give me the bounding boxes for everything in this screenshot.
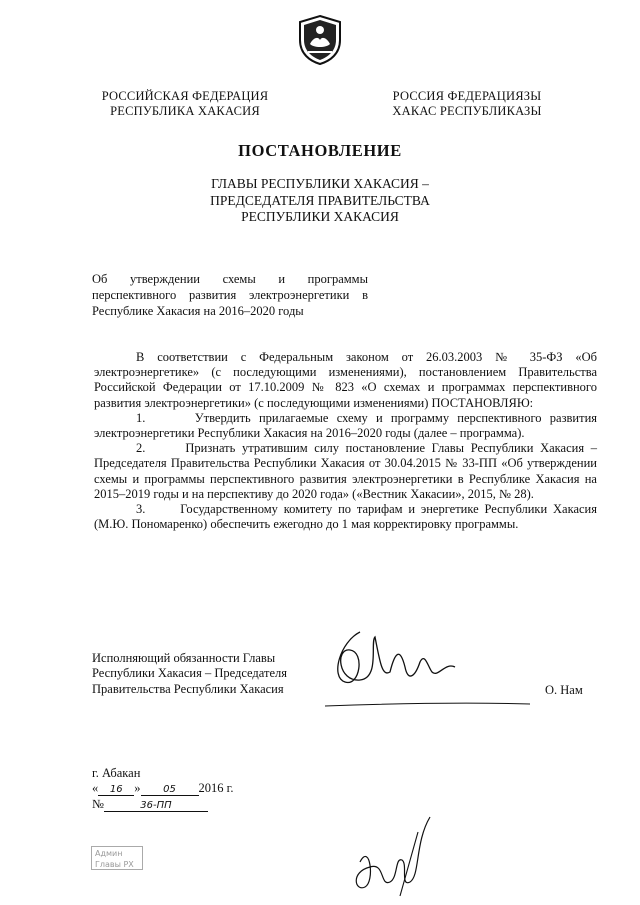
header-left-line-1: РОССИЙСКАЯ ФЕДЕРАЦИЯ [101, 89, 269, 103]
coat-of-arms-emblem [296, 14, 344, 66]
signatory-position-line-1: Исполняющий обязанности Главы [92, 651, 276, 665]
document-body [94, 350, 597, 532]
date-day: 16 [98, 784, 134, 796]
item-2-number: 2. [136, 441, 146, 456]
number-prefix: № [92, 797, 104, 811]
item-2-text: Признать утратившим силу постановление Главы Республики Хакасия – Председателя Правительства Республики Хакасия от 30.04.2015 № 33-ПП «Об утверждении схемы и программы перспективного развития электроэнергетики в Республике Хакасия на 2015–2019 годы и на перспективу до 2020 года» («Вестник Хакасии», 2015, № 28). [94, 441, 597, 501]
header-right-line-1: РОССИЯ ФЕДЕРАЦИЯЗЫ [392, 89, 542, 103]
number-value: 36-ПП [104, 800, 208, 812]
document-date [92, 781, 233, 796]
date-close-quote: » [134, 781, 141, 795]
document-subtitle [0, 176, 640, 226]
handwritten-signature [320, 622, 550, 712]
subtitle-line-1: ГЛАВЫ РЕСПУБЛИКИ ХАКАСИЯ – [211, 176, 429, 191]
signatory-position-line-2: Республики Хакасия – Председателя [92, 666, 288, 681]
item-2 [94, 441, 597, 502]
date-open-quote: « [92, 781, 99, 795]
date-year: 2016 г. [198, 781, 234, 795]
subtitle-line-2: ПРЕДСЕДАТЕЛЯ ПРАВИТЕЛЬСТВА [210, 192, 430, 208]
item-3 [94, 502, 597, 532]
document-title: ПОСТАНОВЛЕНИЕ [238, 141, 402, 160]
item-3-text: Государственному комитету по тарифам и энергетике Республики Хакасия (М.Ю. Пономаренко) обеспечить ежегодно до 1 мая корректировку программы. [94, 502, 597, 532]
header-left [70, 89, 300, 119]
header-right [352, 89, 582, 119]
document-number [92, 797, 208, 812]
signatory-position [92, 651, 332, 697]
registration-stamp [91, 846, 143, 870]
date-month: 05 [141, 784, 199, 796]
subtitle-line-3: РЕСПУБЛИКИ ХАКАСИЯ [241, 209, 399, 224]
header-right-line-2: ХАКАС РЕСПУБЛИКАЗЫ [392, 104, 542, 118]
item-1 [94, 411, 597, 441]
stamp-line-2: Главы РХ [95, 860, 134, 869]
document-subject: Об утверждении схемы и программы перспективного развития электроэнергетики в Республике Хакасия на 2016–2020 годы [92, 272, 368, 318]
document-place: г. Абакан [92, 766, 141, 780]
signatory-position-line-3: Правительства Республики Хакасия [92, 681, 284, 696]
header-left-line-2: РЕСПУБЛИКА ХАКАСИЯ [110, 104, 260, 118]
stamp-line-1: Админ [95, 849, 123, 858]
item-1-number: 1. [136, 410, 146, 425]
preamble-paragraph: В соответствии с Федеральным законом от 26.03.2003 № 35-ФЗ «Об электроэнергетике» (с последующими изменениями), постановлением Правительства Российской Федерации от 17.10.2009 № 823 «О схемах и программах перспективного развития электроэнергетики» (с последующими изменениями) ПОСТАНОВЛЯЮ: [94, 350, 597, 410]
handwritten-initials [340, 812, 450, 897]
item-3-number: 3. [136, 502, 146, 517]
item-1-text: Утвердить прилагаемые схему и программу перспективного развития электроэнергетики Республики Хакасия на 2016–2020 годы (далее – программа). [94, 410, 598, 441]
signatory-name: О. Нам [545, 683, 583, 697]
